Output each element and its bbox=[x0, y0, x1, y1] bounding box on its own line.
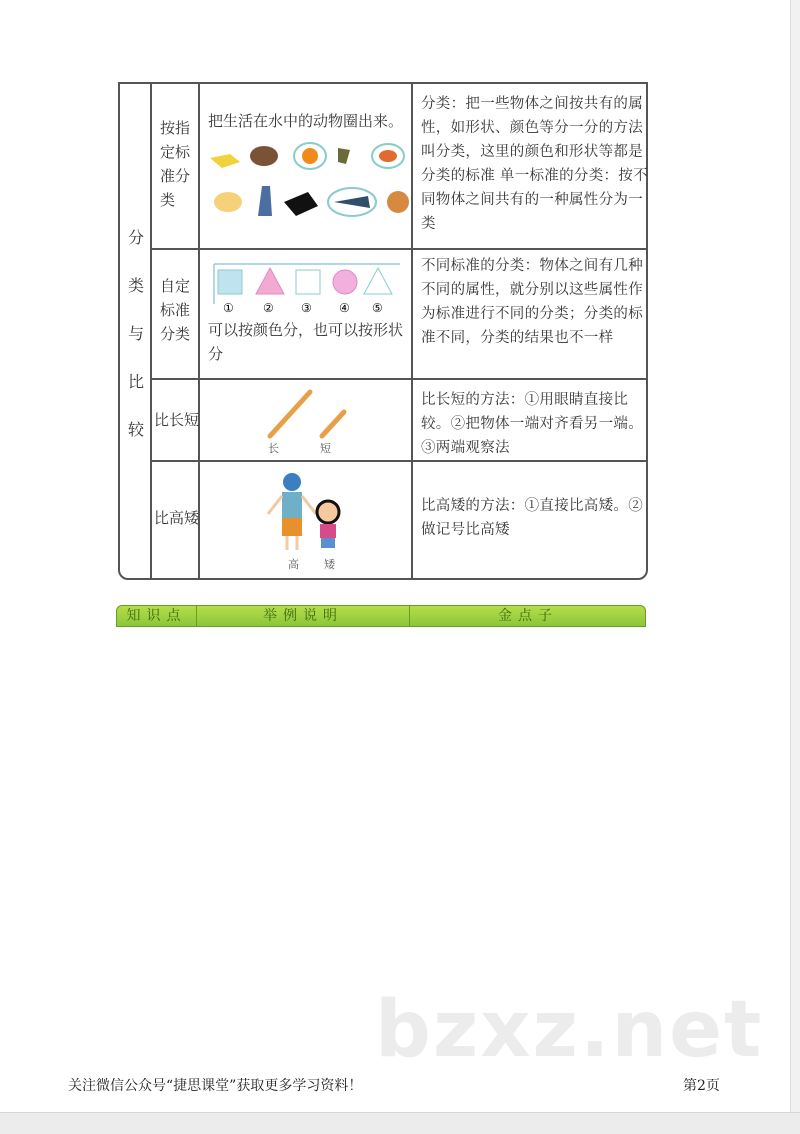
tip-text: 比高矮的方法：①直接比高矮。②做记号比高矮 bbox=[421, 498, 643, 538]
category-label: 分 类 与 比 较 bbox=[127, 228, 144, 439]
row-label: 按指定标准分类 bbox=[160, 119, 191, 209]
caption: 矮 bbox=[324, 558, 335, 571]
shape-number: ② bbox=[263, 301, 274, 315]
row-label: 比高矮 bbox=[154, 509, 200, 527]
animals-illustration bbox=[200, 136, 413, 226]
shape-number: ⑤ bbox=[372, 301, 383, 315]
example-text: 把生活在水中的动物圈出来。 bbox=[208, 112, 404, 130]
row-label: 自定标准分类 bbox=[160, 277, 191, 343]
tip-text: 分类：把一些物体之间按共有的属性，如形状、颜色等分一分的方法叫分类，这里的颜色和形状等都是分类的标准 单一标准的分类：按不同物体之间共有的一种属性分为一类 bbox=[421, 96, 648, 232]
knowledge-table bbox=[118, 82, 648, 580]
page-edge-bottom bbox=[0, 1112, 800, 1134]
watermark: bzxz.net bbox=[375, 985, 764, 1075]
header-example: 举例说明 bbox=[197, 606, 410, 626]
pencils-illustration bbox=[200, 384, 413, 456]
caption: 短 bbox=[320, 442, 331, 455]
page-edge-right bbox=[790, 0, 800, 1134]
caption: 高 bbox=[288, 558, 299, 571]
children-illustration bbox=[200, 468, 413, 574]
caption: 长 bbox=[268, 442, 279, 455]
shape-number: ④ bbox=[339, 301, 350, 315]
page-number: 第2页 bbox=[683, 1078, 720, 1094]
shapes-illustration bbox=[200, 260, 413, 316]
tip-text: 不同标准的分类：物体之间有几种不同的属性，就分别以这些属性作为标准进行不同的分类；分类的标准不同，分类的结果也不一样 bbox=[421, 258, 643, 346]
example-text: 可以按颜色分，也可以按形状分 bbox=[208, 321, 404, 363]
row-label: 比长短 bbox=[154, 411, 200, 429]
tip-text: 比长短的方法：①用眼睛直接比较。②把物体一端对齐看另一端。③两端观察法 bbox=[421, 392, 643, 456]
footer-note: 关注微信公众号“捷思课堂”获取更多学习资料！ bbox=[68, 1078, 363, 1094]
header-tips: 金点子 bbox=[498, 608, 558, 624]
header-knowledge-point: 知识点 bbox=[117, 606, 197, 626]
shape-number: ③ bbox=[301, 301, 312, 315]
shape-number: ① bbox=[223, 301, 234, 315]
table-header-bar bbox=[116, 605, 646, 627]
